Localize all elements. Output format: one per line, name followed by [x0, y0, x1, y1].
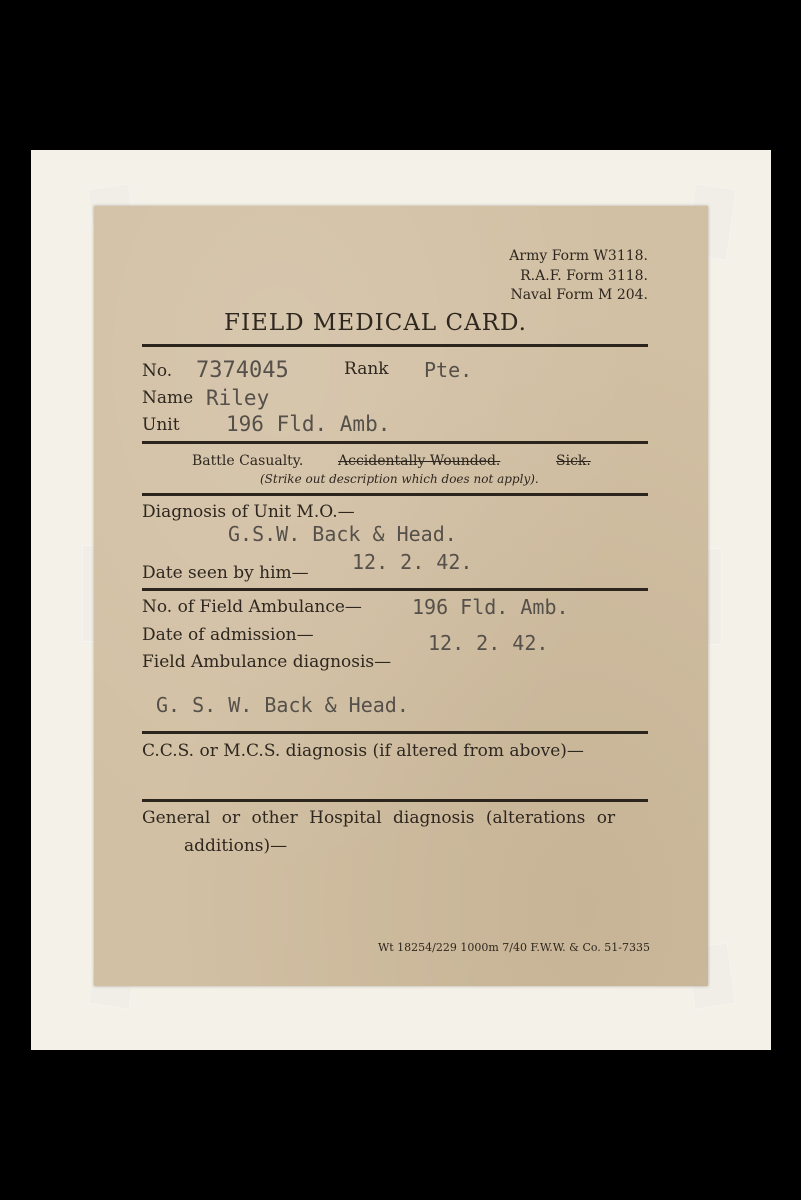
date-seen-value: 12. 2. 42.	[352, 550, 473, 574]
field-ambulance-diagnosis-value: G. S. W. Back & Head.	[156, 693, 409, 717]
rule-3	[142, 493, 648, 496]
admission-date-value: 12. 2. 42.	[428, 631, 549, 655]
printer-line: Wt 18254/229 1000m 7/40 F.W.W. & Co. 51-7335	[377, 941, 650, 954]
card-title: FIELD MEDICAL CARD.	[224, 310, 527, 336]
admission-date-label: Date of admission—	[142, 625, 314, 645]
rank-value: Pte.	[424, 358, 473, 382]
general-hospital-label-line2: additions)—	[184, 836, 288, 856]
field-ambulance-no-value: 196 Fld. Amb.	[412, 595, 569, 619]
ccs-diagnosis-label: C.C.S. or M.C.S. diagnosis (if altered from above)—	[142, 741, 584, 761]
rule-5	[142, 731, 648, 734]
no-label: No.	[142, 361, 173, 381]
rule-4	[142, 588, 648, 591]
form-ref-army: Army Form W3118.	[509, 248, 648, 264]
name-label: Name	[142, 388, 194, 408]
rule-6	[142, 799, 648, 802]
form-ref-naval: Naval Form M 204.	[510, 287, 648, 303]
battle-sick-struck: Sick.	[556, 453, 591, 469]
diagnosis-unit-label: Diagnosis of Unit M.O.—	[142, 502, 355, 522]
name-value: Riley	[206, 386, 270, 410]
battle-casualty-label: Battle Casualty.	[192, 453, 304, 469]
unit-label: Unit	[142, 415, 180, 435]
battle-accidentally-struck: Accidentally Wounded.	[338, 453, 501, 469]
rank-label: Rank	[344, 359, 389, 379]
general-hospital-label-line1: General or other Hospital diagnosis (alterations or	[142, 808, 616, 828]
unit-value: 196 Fld. Amb.	[226, 412, 391, 436]
field-ambulance-diagnosis-label: Field Ambulance diagnosis—	[142, 652, 392, 672]
form-ref-raf: R.A.F. Form 3118.	[520, 268, 648, 284]
strike-note: (Strike out description which does not apply).	[260, 472, 539, 486]
field-ambulance-no-label: No. of Field Ambulance—	[142, 597, 362, 617]
field-medical-card	[94, 206, 708, 986]
rule-2	[142, 441, 648, 444]
diagnosis-unit-value: G.S.W. Back & Head.	[228, 522, 457, 546]
rule-1	[142, 344, 648, 347]
no-value: 7374045	[196, 358, 289, 383]
date-seen-label: Date seen by him—	[142, 563, 309, 583]
